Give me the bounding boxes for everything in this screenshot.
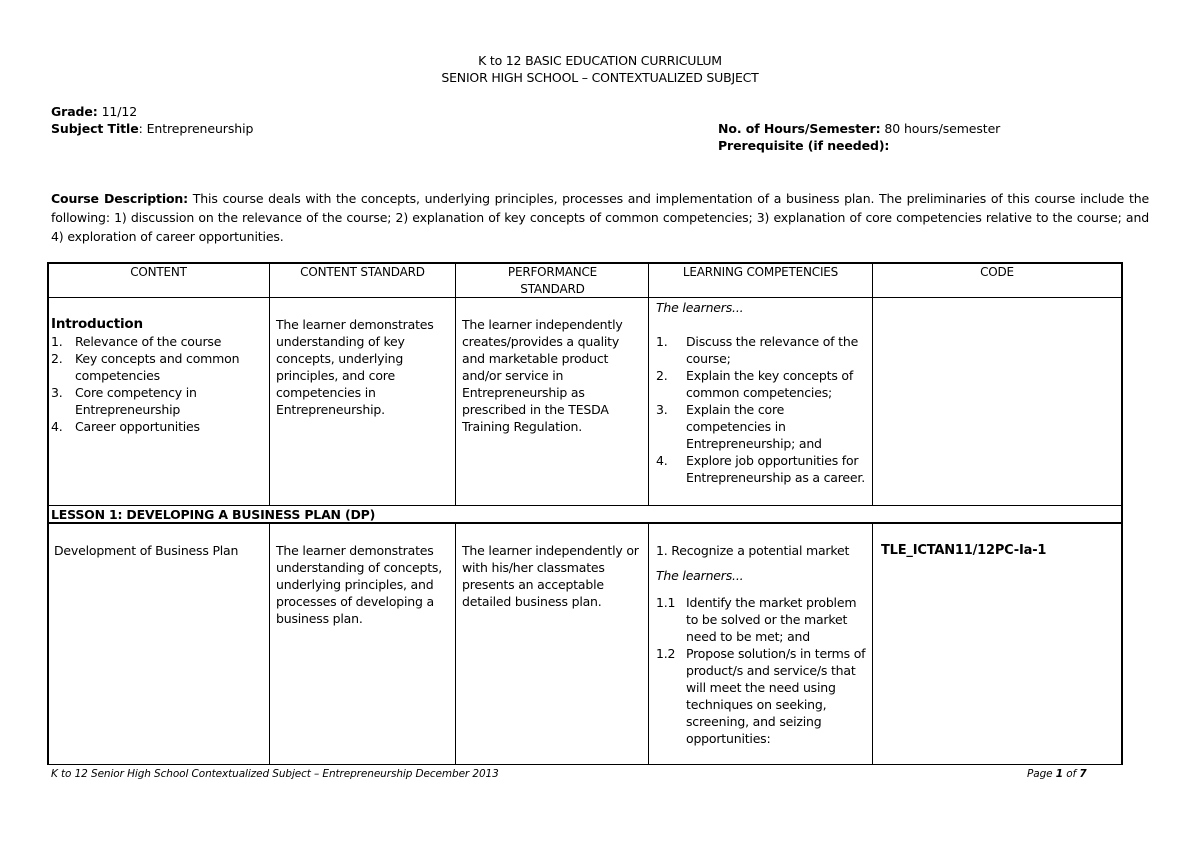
- list-item-number: 1.1: [656, 595, 676, 610]
- list-item-text: Relevance of the course: [75, 334, 222, 349]
- col-divider-1a: [269, 262, 270, 506]
- hours-line: [718, 121, 1000, 136]
- list-item-number: 4.: [51, 419, 63, 434]
- list-item-number: 1.: [51, 334, 63, 349]
- intro-content-standard: The learner demonstrates understanding of key concepts, underlying principles, and core competencies in Entrepreneurship.: [276, 317, 434, 417]
- dp-competencies-cell: [656, 542, 868, 747]
- curriculum-subtitle: SENIOR HIGH SCHOOL – CONTEXTUALIZED SUBJECT: [441, 70, 759, 85]
- intro-performance-standard: The learner independently creates/provides a quality and marketable product and/or service in Entrepreneurship as prescribed in the TESDA Training Regulation.: [462, 317, 623, 434]
- prerequisite-label: Prerequisite (if needed):: [718, 138, 890, 153]
- list-item: [51, 350, 266, 384]
- table-border-left: [47, 262, 49, 765]
- grade-line: [51, 104, 137, 119]
- footer-page-number: [1027, 768, 1087, 780]
- dp-competency-list: [656, 594, 868, 747]
- col-divider-3b: [648, 523, 649, 765]
- footer-page-total: 7: [1079, 768, 1087, 780]
- list-item-number: 3.: [656, 402, 668, 417]
- list-item: [656, 367, 868, 401]
- list-item: [51, 384, 266, 418]
- list-item-text: Explain the key concepts of common competencies;: [686, 368, 854, 400]
- intro-content-cell: [51, 316, 266, 435]
- list-item-text: Core competency in Entrepreneurship: [75, 385, 197, 417]
- col-divider-2a: [455, 262, 456, 506]
- footer-page-current: 1: [1055, 768, 1063, 780]
- list-item: [656, 333, 868, 367]
- grade-label: Grade:: [51, 104, 98, 119]
- intro-learners-label: The learners...: [656, 300, 744, 315]
- footer-page-prefix: Page: [1027, 768, 1056, 780]
- list-item-text: Explain the core competencies in Entrepreneurship; and: [686, 402, 822, 451]
- subject-value: : Entrepreneurship: [138, 121, 254, 136]
- curriculum-title: K to 12 BASIC EDUCATION CURRICULUM: [478, 53, 722, 68]
- list-item: [656, 645, 868, 747]
- course-description-label: Course Description:: [51, 191, 189, 206]
- list-item: [656, 594, 868, 645]
- subject-label: Subject Title: [51, 121, 139, 136]
- table-border-bottom: [47, 764, 1123, 765]
- list-item: [51, 418, 266, 435]
- intro-competency-list: [656, 333, 868, 486]
- list-item: [656, 401, 868, 452]
- col-divider-1b: [269, 523, 270, 765]
- list-item-text: Propose solution/s in terms of product/s and service/s that will meet the need using techniques on seeking, screening, and seizing opportunities:: [686, 646, 866, 746]
- list-item-text: Career opportunities: [75, 419, 200, 434]
- intro-content-title: Introduction: [51, 316, 143, 332]
- col-divider-3a: [648, 262, 649, 506]
- dp-competency-main: 1. Recognize a potential market: [656, 543, 850, 558]
- list-item-text: Key concepts and common competencies: [75, 351, 240, 383]
- course-description: [51, 189, 1149, 246]
- dp-content: Development of Business Plan: [54, 543, 239, 558]
- dp-performance-standard: The learner independently or with his/her classmates presents an acceptable detailed business plan.: [462, 543, 639, 609]
- list-item: [51, 333, 266, 350]
- grade-value: 11/12: [101, 104, 138, 119]
- list-item-number: 2.: [51, 351, 63, 366]
- list-item-text: Identify the market problem to be solved or the market need to be met; and: [686, 595, 857, 644]
- prerequisite-line: [718, 138, 889, 153]
- col-divider-2b: [455, 523, 456, 765]
- hours-value: 80 hours/semester: [884, 121, 1001, 136]
- lesson-1-title: LESSON 1: DEVELOPING A BUSINESS PLAN (DP): [51, 507, 376, 522]
- header-code: CODE: [980, 265, 1014, 279]
- list-item-number: 4.: [656, 453, 668, 468]
- subject-line: [51, 121, 253, 136]
- header-performance-standard: PERFORMANCE STANDARD: [507, 265, 598, 296]
- list-item-text: Discuss the relevance of the course;: [686, 334, 859, 366]
- footer-page-of: of: [1062, 768, 1080, 780]
- col-divider-4a: [872, 262, 873, 506]
- list-item-number: 2.: [656, 368, 668, 383]
- col-divider-4b: [872, 523, 873, 765]
- dp-content-standard: The learner demonstrates understanding of concepts, underlying principles, and processes of developing a business plan.: [276, 543, 442, 626]
- header-content-standard: CONTENT STANDARD: [300, 265, 425, 279]
- intro-content-list: [51, 333, 266, 435]
- intro-competencies-cell: [656, 299, 868, 486]
- footer-left: K to 12 Senior High School Contextualized Subject – Entrepreneurship December 2013: [51, 768, 499, 780]
- table-border-right: [1121, 262, 1123, 765]
- header-learning-competencies: LEARNING COMPETENCIES: [682, 265, 839, 279]
- list-item-text: Explore job opportunities for Entrepreneurship as a career.: [686, 453, 865, 485]
- hours-label: No. of Hours/Semester:: [718, 121, 881, 136]
- dp-code: TLE_ICTAN11/12PC-Ia-1: [881, 543, 1047, 558]
- dp-learners-label: The learners...: [656, 568, 744, 583]
- header-content: CONTENT: [130, 265, 187, 279]
- list-item-number: 1.: [656, 334, 668, 349]
- course-description-text: This course deals with the concepts, underlying principles, processes and implementation of a business plan. The preliminaries of this course include the following: 1) discussion on the relevance of the course; 2) explanation of key concepts of common competencies; 3) explanation of core competencies relative to the course; and 4) exploration of career opportunities.: [51, 191, 1150, 244]
- list-item-number: 3.: [51, 385, 63, 400]
- list-item: [656, 452, 868, 486]
- list-item-number: 1.2: [656, 646, 676, 661]
